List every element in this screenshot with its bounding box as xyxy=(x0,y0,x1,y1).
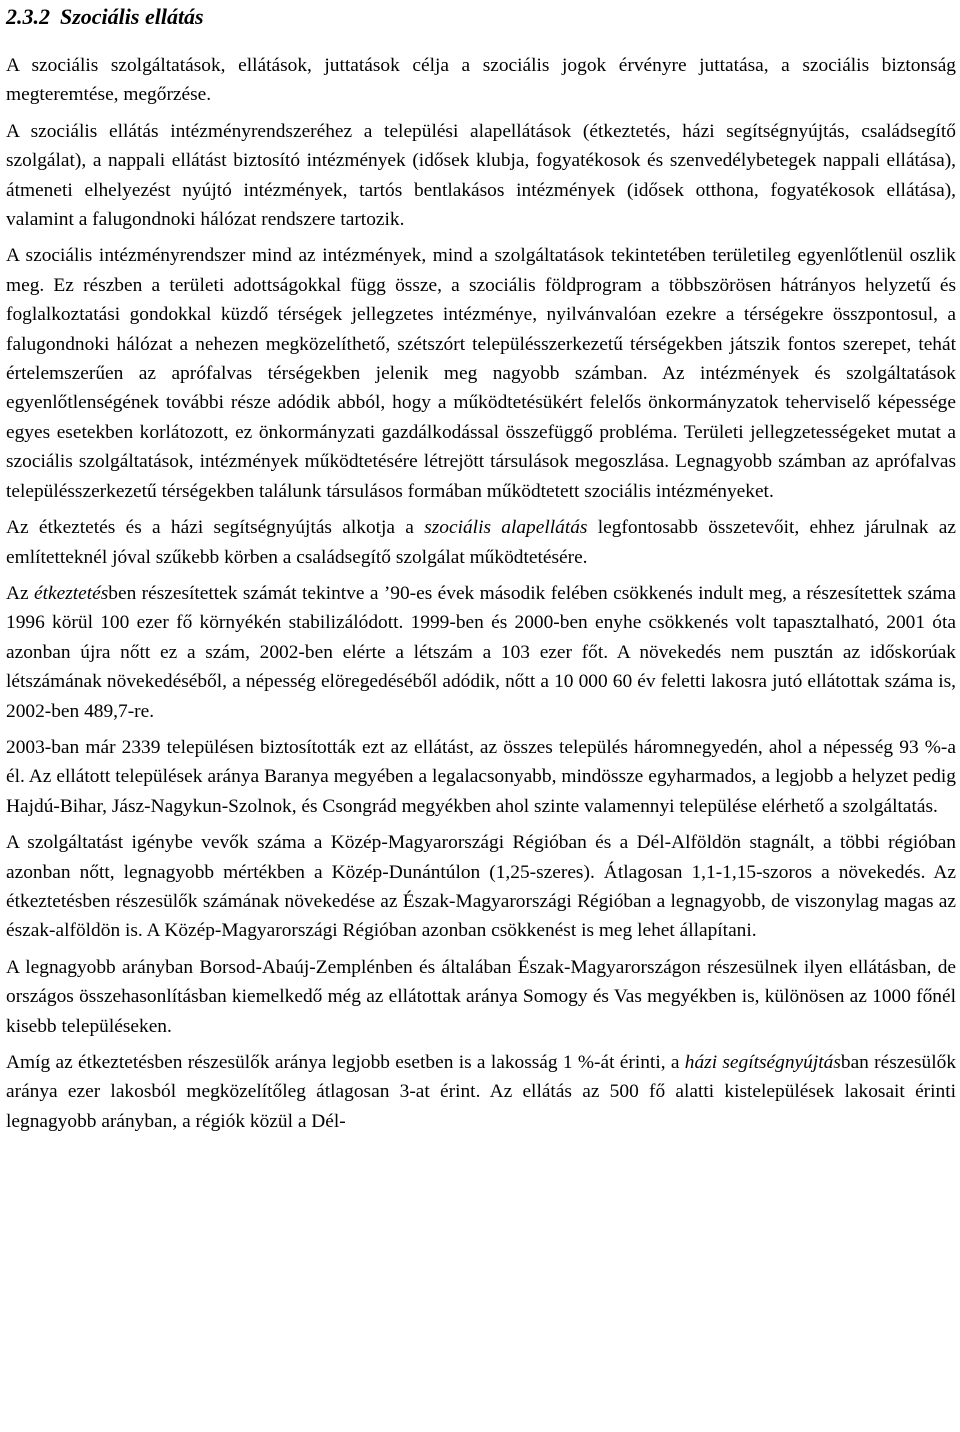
text-run: Az xyxy=(6,582,34,604)
paragraph: A szociális intézményrendszer mind az intézmények, mind a szolgáltatások tekintetében területileg egyenlőtlenül oszlik meg. Ez részben a területi adottságokkal függ össze, a szociális földprogram a többszörösen hátrányos helyzetű és foglalkoztatási gondokkal küzdő térségek jellegzetes intézménye, nyilvánvalóan ezekre a térségekre összpontosul, a falugondnoki hálózat a nehezen megközelíthető, szétszórt településszerkezetű térségekben játszik fontos szerepet, tehát értelemszerűen az aprófalvas térségekben jelenik meg nagyobb számban. Az intézmények és szolgáltatások egyenlőtlenségének további része adódik abból, hogy a működtetésükért felelős önkormányzatok teherviselő képessége egyes esetekben korlátozott, ez önkormányzati gazdálkodással összefüggő probléma. Területi jellegzetességeket mutat a szociális szolgáltatások, intézmények működtetésére létrejött társulások megoszlása. Legnagyobb számban az aprófalvas településszerkezetű térségekben találunk társulásos formában működtetett szociális intézményeket. xyxy=(6,245,956,502)
text-run: ban részesülők aránya ezer lakosból megközelítőleg átlagosan 3-at érint. Az ellátás az 500 fő alatti kistelepülések lakosait érinti legnagyobb arányban, a régiók közül a Dél- xyxy=(6,1052,957,1132)
paragraph xyxy=(6,579,956,726)
italic-term: házi segítségnyújtás xyxy=(684,1052,841,1073)
paragraph: A legnagyobb arányban Borsod-Abaúj-Zemplénben és általában Észak-Magyarországon részesülnek ilyen ellátásban, de országos összehasonlításban kiemelkedő még az ellátottak aránya Somogy és Vas megyékben is, különösen az 1000 főnél kisebb településeken. xyxy=(6,956,956,1037)
paragraph: A szociális ellátás intézményrendszeréhez a települési alapellátások (étkeztetés, házi segítségnyújtás, családsegítő szolgálat), a nappali ellátást biztosító intézmények (idősek klubja, fogyatékosok és szenvedélybetegek nappali ellátása), átmeneti elhelyezést nyújtó intézmények, tartós bentlakásos intézmények (idősek otthona, fogyatékosok ellátása), valamint a falugondnoki hálózat rendszere tartozik. xyxy=(6,120,956,231)
paragraph: A szolgáltatást igénybe vevők száma a Közép-Magyarországi Régióban és a Dél-Alföldön stagnált, a többi régióban azonban nőtt, legnagyobb mértékben a Közép-Dunántúlon (1,25-szeres). Átlagosan 1,1-1,15-szoros a növekedés. Az étkeztetésben részesülők számának növekedése az Észak-Magyarországi Régióban a legnagyobb, de viszonylag magas az észak-alföldön is. A Közép-Magyarországi Régióban azonban csökkenést is meg lehet állapítani. xyxy=(6,832,956,942)
section-number: 2.3.2 xyxy=(6,4,50,29)
section-heading xyxy=(6,0,956,38)
text-run: Az étkeztetés és a házi segítségnyújtás alkotja a xyxy=(6,517,425,539)
paragraph: 2003-ban már 2339 településen biztosították ezt az ellátást, az összes település háromnegyedén, ahol a népesség 93 %-a él. Az ellátott települések aránya Baranya megyében a legalacsonyabb, mindössze egyharmados, a legjobb a helyzet pedig Hajdú-Bihar, Jász-Nagykun-Szolnok, és Csongrád megyékben ahol szinte valamennyi települése elérhető a szolgáltatás. xyxy=(6,736,956,817)
paragraph: A szociális szolgáltatások, ellátások, juttatások célja a szociális jogok érvényre juttatása, a szociális biztonság megteremtése, megőrzése. xyxy=(6,55,956,106)
italic-term: étkeztetés xyxy=(33,582,109,604)
text-run: legfontosabb összetevőit, ehhez járulnak az említetteknél jóval szűkebb körben a családsegítő szolgálat működtetésére. xyxy=(6,517,956,568)
document-page xyxy=(6,0,956,1143)
text-run: ben részesítettek számát tekintve a ’90-es évek második felében csökkenés indult meg, a részesítettek száma 1996 körül 100 ezer fő környékén stabilizálódott. 1999-ben és 2000-ben enyhe csökkenés volt tapasztalható, 2001 óta azonban újra nőtt ez a szám, 2002-ben elérte a létszám a 103 ezer főt. A növekedés nem pusztán az időskorúak létszámának növekedéséből, a népesség elöregedéséből adódik, nőtt a 10 000 60 év feletti lakosra jutó ellátottak száma is, 2002-ben 489,7-re. xyxy=(6,582,956,722)
italic-term: szociális alapellátás xyxy=(424,517,588,539)
section-title: Szociális ellátás xyxy=(60,4,204,29)
paragraph xyxy=(6,1048,956,1136)
paragraph xyxy=(6,513,956,572)
text-run: Amíg az étkeztetésben részesülők aránya legjobb esetben is a lakosság 1 %-át érinti, a xyxy=(6,1052,685,1073)
